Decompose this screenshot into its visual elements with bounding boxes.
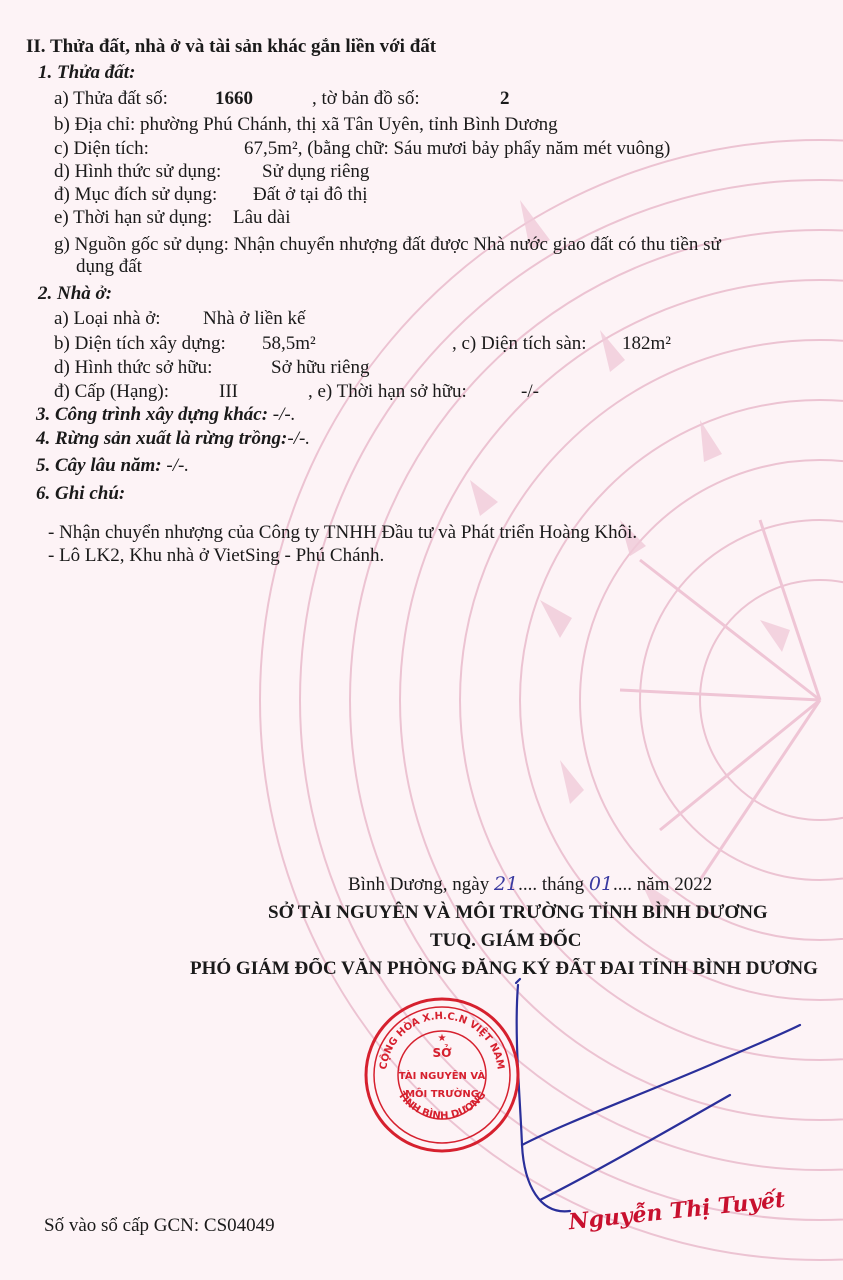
section-title: II. Thửa đất, nhà ở và tài sản khác gắn liền với đất [26, 36, 437, 57]
perennial-heading: 5. Cây lâu năm: [36, 455, 162, 476]
date-line: Bình Dương, ngày 21.... tháng 01.... năm 2022 [348, 873, 713, 895]
term-label: e) Thời hạn sử dụng: [54, 207, 213, 228]
grade-value: III [219, 381, 238, 402]
perennial-value: -/-. [166, 455, 190, 476]
area-value: 67,5m², (bằng chữ: Sáu mươi bảy phẩy năm mét vuông) [244, 138, 671, 159]
date-month: 01 [588, 873, 614, 895]
date-month-label: tháng [541, 874, 585, 895]
floor-area-value: 182m² [622, 333, 671, 354]
house-heading: 2. Nhà ở: [38, 283, 113, 304]
date-day: 21 [493, 873, 519, 895]
perennial-row [36, 455, 189, 477]
signer-name: Nguyễn Thị Tuyết [567, 1186, 787, 1236]
use-form-label: d) Hình thức sử dụng: [54, 161, 222, 182]
date-place-prefix: Bình Dương, ngày [348, 874, 490, 895]
land-heading: 1. Thửa đất: [38, 62, 136, 83]
signature-strokes [500, 975, 843, 1225]
seal-star-icon: ★ [437, 1033, 447, 1044]
forest-value: -/-. [287, 428, 311, 449]
build-area-label: b) Diện tích xây dựng: [54, 333, 226, 354]
origin-line-1: g) Nguồn gốc sử dụng: Nhận chuyển nhượng đất được Nhà nước giao đất có thu tiền sử [54, 234, 721, 255]
other-works-value: -/-. [272, 404, 296, 425]
parcel-label: a) Thửa đất số: [54, 88, 168, 109]
seal-ring-top: CỘNG HÒA X.H.C.N VIỆT NAM [378, 1010, 506, 1071]
build-area-value: 58,5m² [262, 333, 316, 354]
ownership-term-value: -/- [521, 381, 539, 402]
authority-line-2: TUQ. GIÁM ĐỐC [430, 930, 582, 951]
notes-heading: 6. Ghi chú: [36, 483, 126, 504]
map-label: , tờ bản đồ số: [312, 88, 420, 109]
purpose-value: Đất ở tại đô thị [253, 184, 368, 205]
other-works-row [36, 404, 295, 426]
grade-label: đ) Cấp (Hạng): [54, 381, 170, 402]
parcel-number: 1660 [215, 88, 253, 109]
other-works-heading: 3. Công trình xây dựng khác: [36, 404, 269, 425]
address-line: b) Địa chỉ: phường Phú Chánh, thị xã Tân Uyên, tỉnh Bình Dương [54, 114, 558, 135]
authority-line-3: PHÓ GIÁM ĐỐC VĂN PHÒNG ĐĂNG KÝ ĐẤT ĐAI TỈNH BÌNH DƯƠNG [190, 958, 818, 979]
ownership-label: d) Hình thức sở hữu: [54, 357, 213, 378]
house-type-label: a) Loại nhà ở: [54, 308, 161, 329]
term-value: Lâu dài [233, 207, 291, 228]
floor-area-label: , c) Diện tích sàn: [452, 333, 587, 354]
date-year: năm 2022 [636, 874, 713, 895]
forest-row [36, 428, 310, 450]
official-seal [362, 995, 522, 1155]
origin-line-2: dụng đất [76, 256, 142, 277]
area-label: c) Diện tích: [54, 138, 149, 159]
use-form-value: Sử dụng riêng [262, 161, 370, 182]
seal-ring-bottom: TỈNH BÌNH DƯƠNG [395, 1089, 489, 1122]
note-item: - Nhận chuyển nhượng của Công ty TNHH Đầu tư và Phát triển Hoàng Khôi. [48, 522, 638, 543]
house-type-value: Nhà ở liền kế [203, 308, 306, 329]
seal-center-line-2: TÀI NGUYÊN VÀ [398, 1071, 486, 1082]
purpose-label: đ) Mục đích sử dụng: [54, 184, 218, 205]
certificate-number: Số vào sổ cấp GCN: CS04049 [44, 1215, 275, 1236]
authority-line-1: SỞ TÀI NGUYÊN VÀ MÔI TRƯỜNG TỈNH BÌNH DƯƠNG [268, 902, 768, 923]
seal-center-line-3: MÔI TRƯỜNG [405, 1089, 479, 1100]
forest-heading: 4. Rừng sản xuất là rừng trồng: [36, 428, 288, 449]
map-number: 2 [500, 88, 510, 109]
note-item: - Lô LK2, Khu nhà ở VietSing - Phú Chánh. [48, 545, 385, 566]
seal-center-line-1: SỞ [432, 1046, 452, 1060]
ownership-value: Sở hữu riêng [271, 357, 370, 378]
ownership-term-label: , e) Thời hạn sở hữu: [308, 381, 467, 402]
